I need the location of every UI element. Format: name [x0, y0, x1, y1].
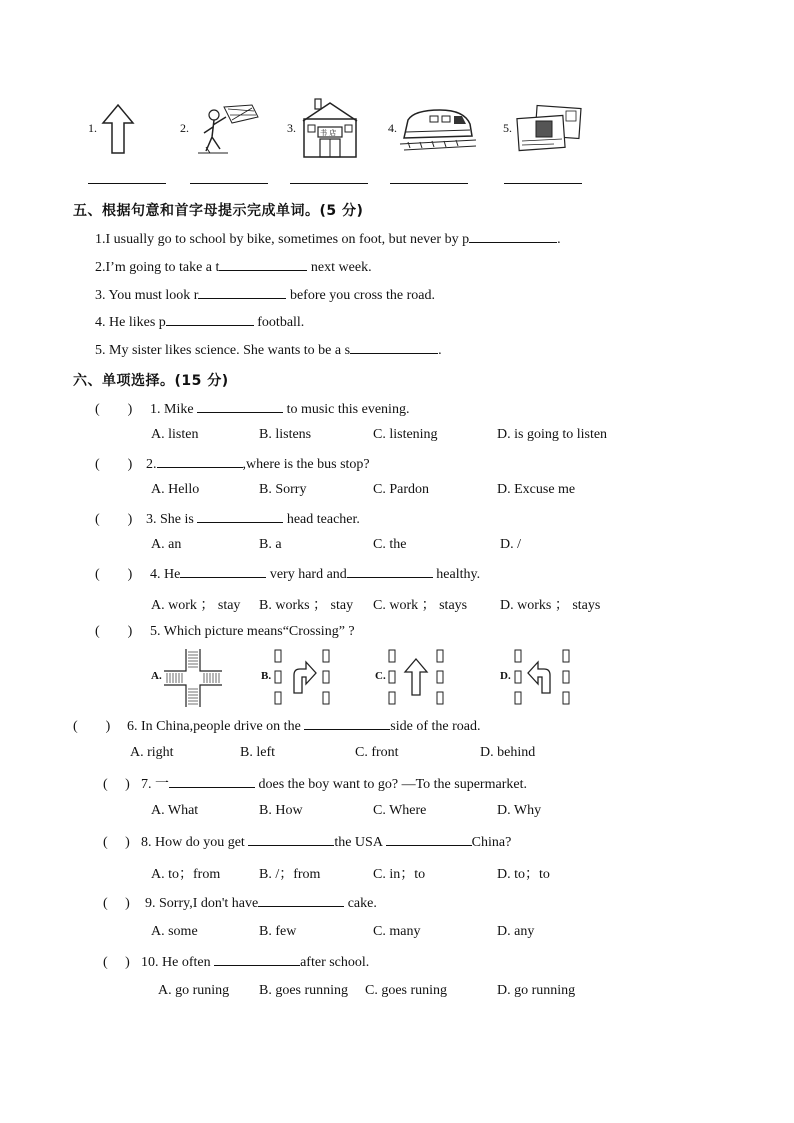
s5-item-4-text: 4. He likes p	[95, 315, 166, 330]
q7-answer-paren[interactable]: ( )	[103, 777, 130, 792]
q2-blank[interactable]	[157, 455, 243, 468]
q4-stem	[95, 565, 480, 583]
q6-text: 6. In China,people drive on the	[127, 719, 305, 734]
q8-option-c[interactable]: C. in；to	[373, 867, 426, 882]
s5-item-1-end: .	[557, 232, 561, 247]
s5-item-1-text: 1.I usually go to school by bike, sometimes on foot, but never by p	[95, 232, 470, 247]
q9-option-a[interactable]: A. some	[151, 924, 198, 939]
q10-option-c[interactable]: C. goes runing	[365, 983, 448, 998]
answer-line-3[interactable]	[290, 182, 368, 184]
s5-item-2	[95, 258, 372, 276]
picture-number-3: 3.	[287, 121, 296, 135]
q5-option-c-label: C.	[375, 670, 386, 682]
q8-answer-paren[interactable]: ( )	[103, 835, 130, 850]
s5-item-1	[95, 230, 561, 248]
answer-line-1[interactable]	[88, 182, 166, 184]
q9-answer-paren[interactable]: ( )	[103, 896, 130, 911]
q8-option-d[interactable]: D. to；to	[497, 867, 550, 882]
s5-item-4-end: football.	[253, 315, 305, 330]
s5-item-2-text: 2.I’m going to take a t	[95, 260, 220, 275]
q1-text-end: to music this evening.	[283, 402, 410, 417]
s5-item-4-blank[interactable]	[166, 313, 254, 326]
q3-option-b[interactable]: B. a	[259, 537, 282, 552]
q9-option-c[interactable]: C. many	[373, 924, 421, 939]
person-kite-icon	[192, 103, 262, 155]
picture-number-1: 1.	[88, 121, 97, 135]
turn-right-icon	[272, 649, 332, 707]
s5-item-5-text: 5. My sister likes science. She wants to be a s	[95, 343, 351, 358]
shop-sign: 书 店	[320, 129, 337, 137]
q8-stem	[103, 833, 511, 851]
q7-blank[interactable]	[169, 775, 255, 788]
picture-number-5: 5.	[503, 121, 512, 135]
q6-stem	[73, 717, 481, 735]
q5-answer-paren[interactable]: ( )	[95, 624, 133, 639]
q2-option-c[interactable]: C. Pardon	[373, 482, 429, 497]
s5-item-5	[95, 341, 442, 359]
q8-option-b[interactable]: B. /；from	[259, 867, 321, 882]
q4-option-c[interactable]: C. work ； stays	[373, 598, 468, 613]
s5-item-2-end: next week.	[307, 260, 372, 275]
q8-text-end: China?	[471, 835, 512, 850]
q4-text: 4. He	[150, 567, 181, 582]
q10-answer-paren[interactable]: ( )	[103, 955, 130, 970]
q3-text: 3. She is	[146, 512, 198, 527]
q6-answer-paren[interactable]: ( )	[73, 719, 111, 734]
q5-option-b-label: B.	[261, 670, 272, 682]
q2-text: 2.	[146, 457, 157, 472]
q6-option-c[interactable]: C. front	[355, 745, 399, 760]
s5-item-2-blank[interactable]	[219, 258, 307, 271]
q7-text-end: does the boy want to go? —To the supermarket.	[255, 777, 527, 792]
q3-option-d[interactable]: D. /	[500, 537, 521, 552]
answer-line-5[interactable]	[504, 182, 582, 184]
q4-text-end: healthy.	[432, 567, 481, 582]
q1-option-b[interactable]: B. listens	[259, 427, 312, 442]
q2-text-end: ,where is the bus stop?	[242, 457, 370, 472]
q7-option-d[interactable]: D. Why	[497, 803, 542, 818]
q1-option-a[interactable]: A. listen	[151, 427, 199, 442]
q2-stem	[95, 455, 370, 473]
q7-option-a[interactable]: A. What	[151, 803, 199, 818]
q3-text-end: head teacher.	[283, 512, 360, 527]
q1-stem	[95, 400, 409, 418]
s5-item-3	[95, 286, 435, 304]
q2-option-a[interactable]: A. Hello	[151, 482, 200, 497]
arrow-up-icon	[100, 103, 136, 155]
q10-option-a[interactable]: A. go runing	[158, 983, 230, 998]
q5-option-a-label: A.	[151, 670, 162, 682]
q8-blank-2[interactable]	[386, 833, 472, 846]
s5-item-4	[95, 313, 304, 331]
q9-stem	[103, 894, 377, 912]
q9-blank[interactable]	[258, 894, 344, 907]
picture-number-2: 2.	[180, 121, 189, 135]
q4-option-a[interactable]: A. work ； stay	[151, 598, 241, 613]
crossing-icon	[164, 649, 222, 707]
picture-number-4: 4.	[388, 121, 397, 135]
q3-option-c[interactable]: C. the	[373, 537, 407, 552]
q3-stem	[95, 510, 360, 528]
q9-option-b[interactable]: B. few	[259, 924, 297, 939]
q3-option-a[interactable]: A. an	[151, 537, 182, 552]
q7-option-c[interactable]: C. Where	[373, 803, 427, 818]
s5-item-5-end: .	[438, 343, 442, 358]
s5-item-3-end: before you cross the road.	[286, 288, 435, 303]
q3-answer-paren[interactable]: ( )	[95, 512, 133, 527]
q9-text: 9. Sorry,I don't have	[145, 896, 259, 911]
s5-item-5-blank[interactable]	[350, 341, 438, 354]
q10-text-end: after school.	[300, 955, 370, 970]
section5-heading: 五、根据句意和首字母提示完成单词。(5 分)	[73, 203, 364, 219]
q6-option-d[interactable]: D. behind	[480, 745, 536, 760]
q4-text-mid: very hard and	[266, 567, 347, 582]
q1-option-d[interactable]: D. is going to listen	[497, 427, 608, 442]
go-straight-icon	[386, 649, 446, 707]
q4-blank-2[interactable]	[347, 565, 433, 578]
q6-text-end: side of the road.	[390, 719, 481, 734]
postcards-icon	[514, 103, 584, 155]
q8-option-a[interactable]: A. to；from	[151, 867, 221, 882]
q10-blank[interactable]	[214, 953, 300, 966]
q9-text-end: cake.	[344, 896, 377, 911]
q10-text: 10. He often	[141, 955, 215, 970]
q1-text: 1. Mike	[150, 402, 198, 417]
section6-heading: 六、单项选择。(15 分)	[73, 373, 229, 389]
answer-line-4[interactable]	[390, 182, 468, 184]
q1-answer-paren[interactable]: ( )	[95, 402, 133, 417]
s5-item-3-text: 3. You must look r	[95, 288, 199, 303]
q7-option-b[interactable]: B. How	[259, 803, 303, 818]
q8-text-mid: the USA	[334, 835, 386, 850]
q4-blank-1[interactable]	[180, 565, 266, 578]
q6-blank[interactable]	[304, 717, 390, 730]
q2-option-d[interactable]: D. Excuse me	[497, 482, 576, 497]
train-icon	[400, 104, 476, 152]
q4-option-d[interactable]: D. works ； stays	[500, 598, 601, 613]
q6-option-a[interactable]: A. right	[130, 745, 174, 760]
q10-option-d[interactable]: D. go running	[497, 983, 576, 998]
q5-stem	[95, 624, 355, 640]
q8-blank-1[interactable]	[248, 833, 334, 846]
q3-blank[interactable]	[197, 510, 283, 523]
q1-option-c[interactable]: C. listening	[373, 427, 438, 442]
q9-option-d[interactable]: D. any	[497, 924, 535, 939]
q1-blank[interactable]	[197, 400, 283, 413]
q10-stem	[103, 953, 369, 971]
q4-option-b[interactable]: B. works ； stay	[259, 598, 354, 613]
answer-line-2[interactable]	[190, 182, 268, 184]
turn-left-icon	[512, 649, 572, 707]
s5-item-1-blank[interactable]	[469, 230, 557, 243]
s5-item-3-blank[interactable]	[198, 286, 286, 299]
q8-text: 8. How do you get	[141, 835, 249, 850]
q5-option-d-label: D.	[500, 670, 511, 682]
q2-option-b[interactable]: B. Sorry	[259, 482, 307, 497]
q10-option-b[interactable]: B. goes running	[259, 983, 349, 998]
q6-option-b[interactable]: B. left	[240, 745, 275, 760]
q5-text: 5. Which picture means“Crossing” ?	[150, 624, 355, 639]
q4-answer-paren[interactable]: ( )	[95, 567, 133, 582]
q7-text: 7. 一	[141, 777, 169, 792]
q2-answer-paren[interactable]: ( )	[95, 457, 133, 472]
q7-stem	[103, 773, 527, 793]
